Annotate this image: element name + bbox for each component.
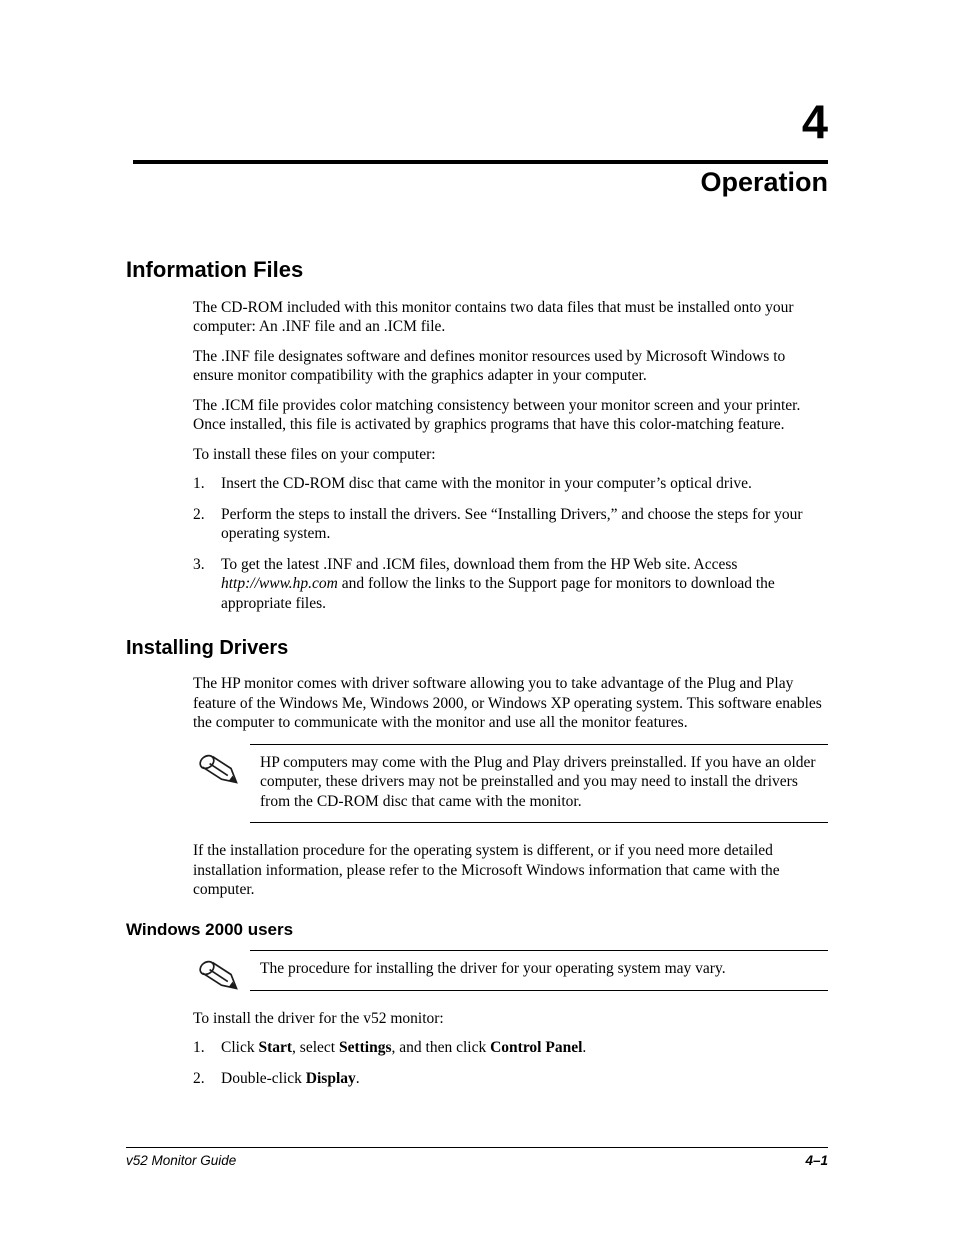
step-text: Perform the steps to install the drivers. See “Installing Drivers,” and choose the steps for your operating system. <box>221 505 803 543</box>
ui-label-start: Start <box>258 1039 293 1057</box>
paragraph: The .ICM file provides color matching consistency between your monitor screen and your printer. Once installed, this file is activated by graphics programs that have this color-matching feature. <box>193 396 801 434</box>
note-block <box>250 950 828 991</box>
step-number: 1. <box>193 1039 205 1057</box>
step-text <box>221 555 828 614</box>
footer-document-title: v52 Monitor Guide <box>126 1153 237 1168</box>
paragraph: The .INF file designates software and defines monitor resources used by Microsoft Windows to ensure monitor compatibility with the graphics adapter in your computer. <box>193 347 786 385</box>
list-intro: To install these files on your computer: <box>193 445 436 463</box>
step-text-part: Double-click <box>221 1069 306 1087</box>
note-pencil-icon <box>196 752 243 791</box>
numbered-step <box>193 1038 828 1058</box>
ui-label-control-panel: Control Panel <box>490 1039 583 1057</box>
installing-drivers-body <box>193 674 828 900</box>
step-number: 1. <box>193 475 205 493</box>
numbered-step <box>193 1069 828 1089</box>
step-text-part: , select <box>292 1039 339 1057</box>
page-footer <box>126 1147 828 1170</box>
footer-page-number: 4–1 <box>805 1153 828 1168</box>
step-text <box>221 1069 828 1089</box>
chapter-number: 4 <box>801 95 828 148</box>
note-text: The procedure for installing the driver for your operating system may vary. <box>260 960 726 978</box>
step-text-part: To get the latest .INF and .ICM files, download them from the HP Web site. Access <box>221 555 738 573</box>
step-number: 2. <box>193 1069 205 1087</box>
step-number: 3. <box>193 555 205 573</box>
step-text <box>221 1038 828 1058</box>
paragraph: The HP monitor comes with driver software allowing you to take advantage of the Plug and Play feature of the Windows Me, Windows 2000, or Windows XP operating system. This software enables the computer to communicate with the monitor and use all the monitor features. <box>193 675 822 732</box>
section-heading-installing-drivers: Installing Drivers <box>126 637 289 660</box>
step-text-part: . <box>582 1039 587 1057</box>
note-text: HP computers may come with the Plug and Play drivers preinstalled. If you have an older computer, these drivers may not be preinstalled and you may need to install the drivers from the CD-ROM disc that came with the monitor. <box>260 753 816 810</box>
ui-label-display: Display <box>305 1069 356 1087</box>
windows-2000-body <box>193 950 828 1088</box>
note-block <box>250 744 828 824</box>
step-text-part: , and then click <box>391 1039 491 1057</box>
paragraph: If the installation procedure for the operating system is different, or if you need more detailed installation information, please refer to the Microsoft Windows information that came with the computer. <box>193 842 780 899</box>
ui-label-settings: Settings <box>338 1039 392 1057</box>
information-files-body <box>193 298 828 614</box>
step-number: 2. <box>193 505 205 523</box>
subsection-heading-windows-2000-users: Windows 2000 users <box>126 919 294 939</box>
chapter-title: Operation <box>700 167 828 198</box>
numbered-step <box>193 505 828 544</box>
paragraph: The CD-ROM included with this monitor contains two data files that must be installed onto your computer: An .INF file and an .ICM file. <box>193 298 794 336</box>
hp-web-address: http://www.hp.com <box>221 575 338 593</box>
step-text-part: Click <box>221 1039 259 1057</box>
step-text: Insert the CD-ROM disc that came with the monitor in your computer’s optical drive. <box>221 475 752 493</box>
list-intro: To install the driver for the v52 monitor: <box>193 1009 444 1027</box>
step-text-part: . <box>355 1069 360 1087</box>
note-pencil-icon <box>196 958 243 997</box>
step-text-part: and follow the links to the Support page for monitors to download the appropriate files. <box>221 575 775 612</box>
numbered-step <box>193 474 828 494</box>
chapter-rule-divider <box>133 160 828 164</box>
numbered-step <box>193 555 828 614</box>
section-heading-information-files: Information Files <box>126 257 304 283</box>
